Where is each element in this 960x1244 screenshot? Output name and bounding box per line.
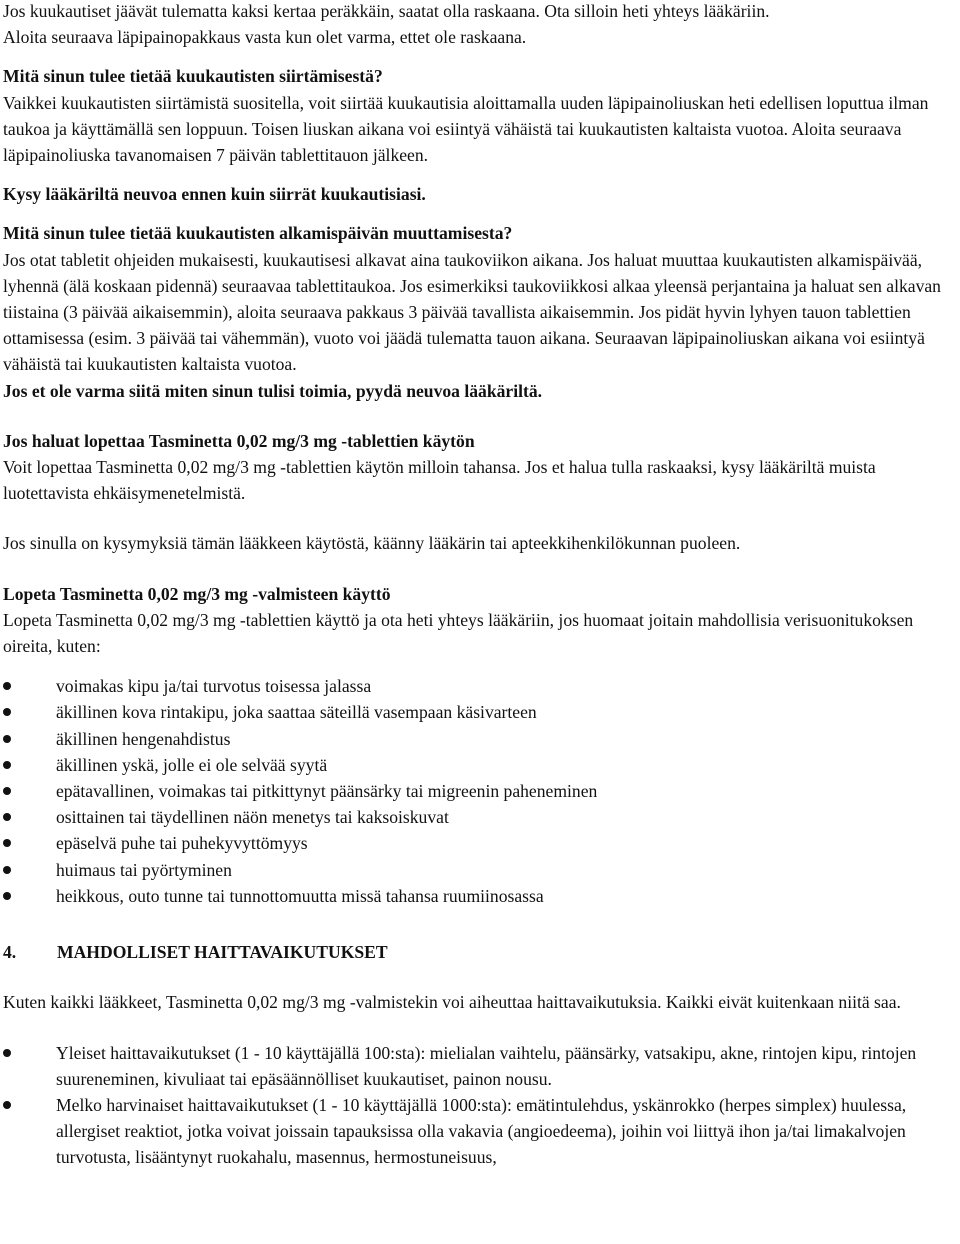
- list-item: epätavallinen, voimakas tai pitkittynyt päänsärky tai migreenin paheneminen: [3, 778, 955, 804]
- bullet-icon: [3, 787, 11, 795]
- list-item: äkillinen kova rintakipu, joka saattaa säteillä vasempaan käsivarteen: [3, 699, 955, 725]
- shift-body: Vaikkei kuukautisten siirtämistä suositella, voit siirtää kuukautisia aloittamalla uuden läpipainoliuskan heti edellisen loputtua ilman taukoa ja käyttämällä sen loppuun. Toisen liuskan aikana voi esiintyä vähäistä tai kuukautisten kaltaista vuotoa. Aloita seuraava läpipainoliuska tavanomaisen 7 päivän tablettitauon jälkeen.: [3, 92, 929, 166]
- list-item: osittainen tai täydellinen näön menetys tai kaksoiskuvat: [3, 804, 955, 830]
- bullet-icon: [3, 1101, 11, 1109]
- section-title: MAHDOLLISET HAITTAVAIKUTUKSET: [57, 942, 388, 963]
- start-day-heading: Mitä sinun tulee tietää kuukautisten alkamispäivän muuttamisesta?: [3, 223, 513, 244]
- start-day-advice: Jos et ole varma siitä miten sinun tulisi toimia, pyydä neuvoa lääkäriltä.: [3, 380, 543, 401]
- top-line-1: Jos kuukautiset jäävät tulematta kaksi kertaa peräkkäin, saatat olla raskaana. Ota silloin heti yhteys lääkäriin.: [3, 1, 770, 21]
- leaflet-page: [3, 0, 955, 1171]
- shift-advice: Kysy lääkäriltä neuvoa ennen kuin siirrät kuukautisiasi.: [3, 184, 426, 205]
- list-item: huimaus tai pyörtyminen: [3, 857, 955, 883]
- list-item: äkillinen hengenahdistus: [3, 726, 955, 752]
- list-item: äkillinen yskä, jolle ei ole selvää syytä: [3, 752, 955, 778]
- bullet-icon: [3, 708, 11, 716]
- bullet-icon: [3, 813, 11, 821]
- side-effects-list: [3, 1040, 955, 1171]
- symptom-list: [3, 673, 955, 909]
- questions-line: Jos sinulla on kysymyksiä tämän lääkkeen käytöstä, käänny lääkärin tai apteekkihenkilökunnan puoleen.: [3, 533, 741, 554]
- bullet-icon: [3, 866, 11, 874]
- list-item: Melko harvinaiset haittavaikutukset (1 - 10 käyttäjällä 1000:sta): emätintulehdus, yskänrokko (herpes simplex) huulessa, allergiset reaktiot, jotka voivat joissain tapauksissa olla vakavia (angioedeema), joihin voi liittyä ihon ja/tai limakalvojen turvotusta, lisääntynyt ruokahalu, masennus, hermostuneisuus,: [3, 1092, 955, 1171]
- list-item: epäselvä puhe tai puhekyvyttömyys: [3, 830, 955, 856]
- section-number: 4.: [3, 942, 17, 963]
- bullet-icon: [3, 839, 11, 847]
- stop-body: Voit lopettaa Tasminetta 0,02 mg/3 mg -tablettien käytön milloin tahansa. Jos et halua tulla raskaaksi, kysy lääkäriltä muista luotettavista ehkäisymenetelmistä.: [3, 457, 876, 504]
- start-day-body: Jos otat tabletit ohjeiden mukaisesti, kuukautisesi alkavat aina taukoviikon aikana. Jos haluat muuttaa kuukautisten alkamispäivää, lyhennä (älä koskaan pidennä) seuraavaa tablettitaukoa. Jos esimerkiksi taukoviikkosi alkaa yleensä perjantaina ja haluat sen alkavan tiistaina (3 päivää aikaisemmin), aloita seuraava pakkaus 3 päivää tavallista aikaisemmin. Jos pidät hyvin lyhyen tauon tablettien ottamisessa (esim. 3 päivää tai vähemmän), vuoto voi jäädä tulematta tauon aikana. Seuraavan läpipainoliuskan aikana voi esiintyä vähäistä tai kuukautisten kaltaista vuotoa.: [3, 249, 941, 375]
- bullet-icon: [3, 735, 11, 743]
- halt-body: Lopeta Tasminetta 0,02 mg/3 mg -tablettien käyttö ja ota heti yhteys lääkäriin, jos huomaat joitain mahdollisia verisuonitukoksen oireita, kuten:: [3, 609, 914, 657]
- section-4-intro: Kuten kaikki lääkkeet, Tasminetta 0,02 mg/3 mg -valmistekin voi aiheuttaa haittavaikutuksia. Kaikki eivät kuitenkaan niitä saa.: [3, 992, 901, 1013]
- list-item: Yleiset haittavaikutukset (1 - 10 käyttäjällä 100:sta): mielialan vaihtelu, päänsärky, vatsakipu, akne, rintojen kipu, rintojen suureneminen, kivuliaat tai epäsäännölliset kuukautiset, painon nousu.: [3, 1040, 955, 1092]
- list-item: heikkous, outo tunne tai tunnottomuutta missä tahansa ruumiinosassa: [3, 883, 955, 909]
- bullet-icon: [3, 761, 11, 769]
- stop-heading: Jos haluat lopettaa Tasminetta 0,02 mg/3 mg -tablettien käytön: [3, 430, 475, 451]
- bullet-icon: [3, 892, 11, 900]
- bullet-icon: [3, 682, 11, 690]
- shift-heading: Mitä sinun tulee tietää kuukautisten siirtämisestä?: [3, 66, 383, 87]
- top-line-2: Aloita seuraava läpipainopakkaus vasta kun olet varma, ettet ole raskaana.: [3, 27, 527, 48]
- section-4-heading: [3, 939, 955, 965]
- bullet-icon: [3, 1049, 11, 1057]
- list-item: voimakas kipu ja/tai turvotus toisessa jalassa: [3, 673, 955, 699]
- halt-heading: Lopeta Tasminetta 0,02 mg/3 mg -valmisteen käyttö: [3, 583, 391, 604]
